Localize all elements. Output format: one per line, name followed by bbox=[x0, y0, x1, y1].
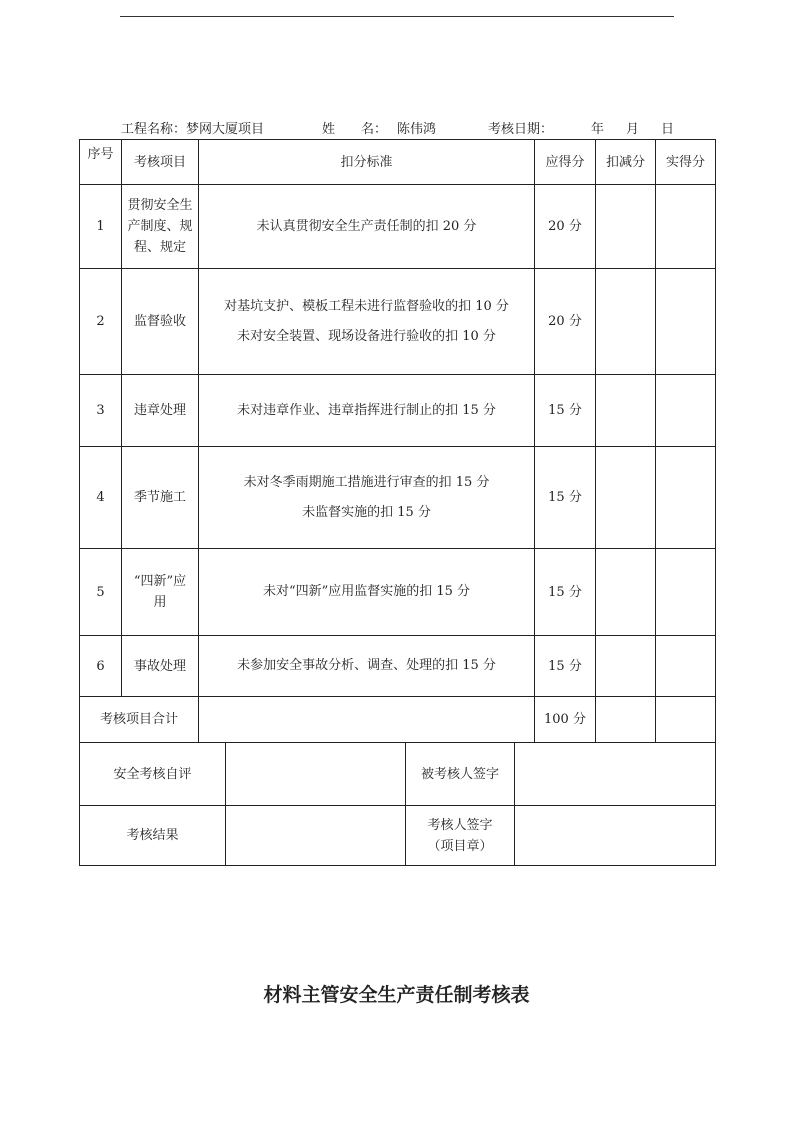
total-label: 考核项目合计 bbox=[80, 697, 199, 743]
row-item: 违章处理 bbox=[122, 375, 199, 447]
row-score: 15 分 bbox=[535, 375, 596, 447]
year-label: 年 bbox=[591, 122, 605, 137]
col-header-criteria: 扣分标准 bbox=[199, 140, 535, 185]
examiner-sign-text: 考核人签字 bbox=[427, 817, 493, 833]
table-row bbox=[80, 636, 716, 697]
row-deduct[interactable] bbox=[596, 549, 656, 636]
row-score: 15 分 bbox=[535, 549, 596, 636]
row-actual[interactable] bbox=[656, 549, 716, 636]
row-deduct[interactable] bbox=[596, 447, 656, 549]
project-label: 工程名称： bbox=[121, 122, 187, 137]
row-score: 20 分 bbox=[535, 185, 596, 269]
row-deduct[interactable] bbox=[596, 269, 656, 375]
row-item: 季节施工 bbox=[122, 447, 199, 549]
criteria-line: 对基坑支护、模板工程未进行监督验收的扣 10 分 bbox=[224, 298, 509, 314]
row-actual[interactable] bbox=[656, 636, 716, 697]
row-criteria bbox=[199, 549, 535, 636]
total-deduct[interactable] bbox=[596, 697, 656, 743]
examiner-sign-field[interactable] bbox=[515, 806, 716, 866]
examiner-stamp-text: （项目章） bbox=[427, 838, 493, 854]
examiner-sign-label bbox=[406, 806, 515, 866]
row-item: 监督验收 bbox=[122, 269, 199, 375]
total-row bbox=[80, 697, 716, 743]
month-label: 月 bbox=[626, 122, 640, 137]
row-item: 贯彻安全生产制度、规程、规定 bbox=[122, 185, 199, 269]
col-header-score: 应得分 bbox=[535, 140, 596, 185]
criteria-line: 未对冬季雨期施工措施进行审查的扣 15 分 bbox=[243, 474, 490, 490]
table-row bbox=[80, 185, 716, 269]
row-deduct[interactable] bbox=[596, 375, 656, 447]
row-criteria bbox=[199, 269, 535, 375]
row-deduct[interactable] bbox=[596, 185, 656, 269]
row-actual[interactable] bbox=[656, 375, 716, 447]
row-item: “四新”应用 bbox=[122, 549, 199, 636]
next-form-title: 材料主管安全生产责任制考核表 bbox=[263, 984, 530, 1006]
col-header-item: 考核项目 bbox=[122, 140, 199, 185]
total-criteria bbox=[199, 697, 535, 743]
row-no: 6 bbox=[80, 636, 122, 697]
row-score: 15 分 bbox=[535, 447, 596, 549]
row-score: 15 分 bbox=[535, 636, 596, 697]
examinee-sign-field[interactable] bbox=[515, 743, 716, 806]
col-header-no: 序号 bbox=[80, 140, 122, 185]
row-criteria bbox=[199, 636, 535, 697]
row-score: 20 分 bbox=[535, 269, 596, 375]
table-header-row bbox=[80, 140, 716, 185]
col-header-actual: 实得分 bbox=[656, 140, 716, 185]
result-field[interactable] bbox=[226, 806, 406, 866]
self-eval-label: 安全考核自评 bbox=[80, 743, 226, 806]
row-item: 事故处理 bbox=[122, 636, 199, 697]
table-row bbox=[80, 269, 716, 375]
row-actual[interactable] bbox=[656, 185, 716, 269]
name-value: 陈伟鸿 bbox=[397, 122, 437, 137]
row-no: 5 bbox=[80, 549, 122, 636]
assessment-table bbox=[79, 139, 716, 743]
day-label: 日 bbox=[661, 122, 675, 137]
signature-table bbox=[79, 742, 716, 866]
criteria-line: 未参加安全事故分析、调查、处理的扣 15 分 bbox=[237, 658, 496, 673]
row-criteria bbox=[199, 185, 535, 269]
name-label: 姓 名： bbox=[322, 122, 388, 137]
total-score: 100 分 bbox=[535, 697, 596, 743]
header-rule bbox=[120, 16, 674, 17]
total-actual[interactable] bbox=[656, 697, 716, 743]
self-eval-field[interactable] bbox=[226, 743, 406, 806]
criteria-line: 未对违章作业、违章指挥进行制止的扣 15 分 bbox=[237, 402, 496, 418]
form-info-line bbox=[0, 118, 793, 136]
self-eval-row bbox=[80, 743, 716, 806]
row-deduct[interactable] bbox=[596, 636, 656, 697]
criteria-line: 未对安全装置、现场设备进行验收的扣 10 分 bbox=[237, 328, 496, 344]
row-actual[interactable] bbox=[656, 447, 716, 549]
col-header-deduct: 扣减分 bbox=[596, 140, 656, 185]
table-row bbox=[80, 447, 716, 549]
result-row bbox=[80, 806, 716, 866]
row-criteria bbox=[199, 375, 535, 447]
examinee-sign-label: 被考核人签字 bbox=[406, 743, 515, 806]
row-no: 4 bbox=[80, 447, 122, 549]
table-row bbox=[80, 375, 716, 447]
row-criteria bbox=[199, 447, 535, 549]
criteria-line: 未对“四新”应用监督实施的扣 15 分 bbox=[262, 584, 471, 599]
row-no: 3 bbox=[80, 375, 122, 447]
date-label: 考核日期： bbox=[488, 122, 554, 137]
row-no: 1 bbox=[80, 185, 122, 269]
criteria-line: 未监督实施的扣 15 分 bbox=[302, 504, 431, 520]
criteria-line: 未认真贯彻安全生产责任制的扣 20 分 bbox=[256, 218, 477, 234]
table-row bbox=[80, 549, 716, 636]
project-name: 梦网大厦项目 bbox=[186, 122, 265, 137]
row-no: 2 bbox=[80, 269, 122, 375]
result-label: 考核结果 bbox=[80, 806, 226, 866]
row-actual[interactable] bbox=[656, 269, 716, 375]
